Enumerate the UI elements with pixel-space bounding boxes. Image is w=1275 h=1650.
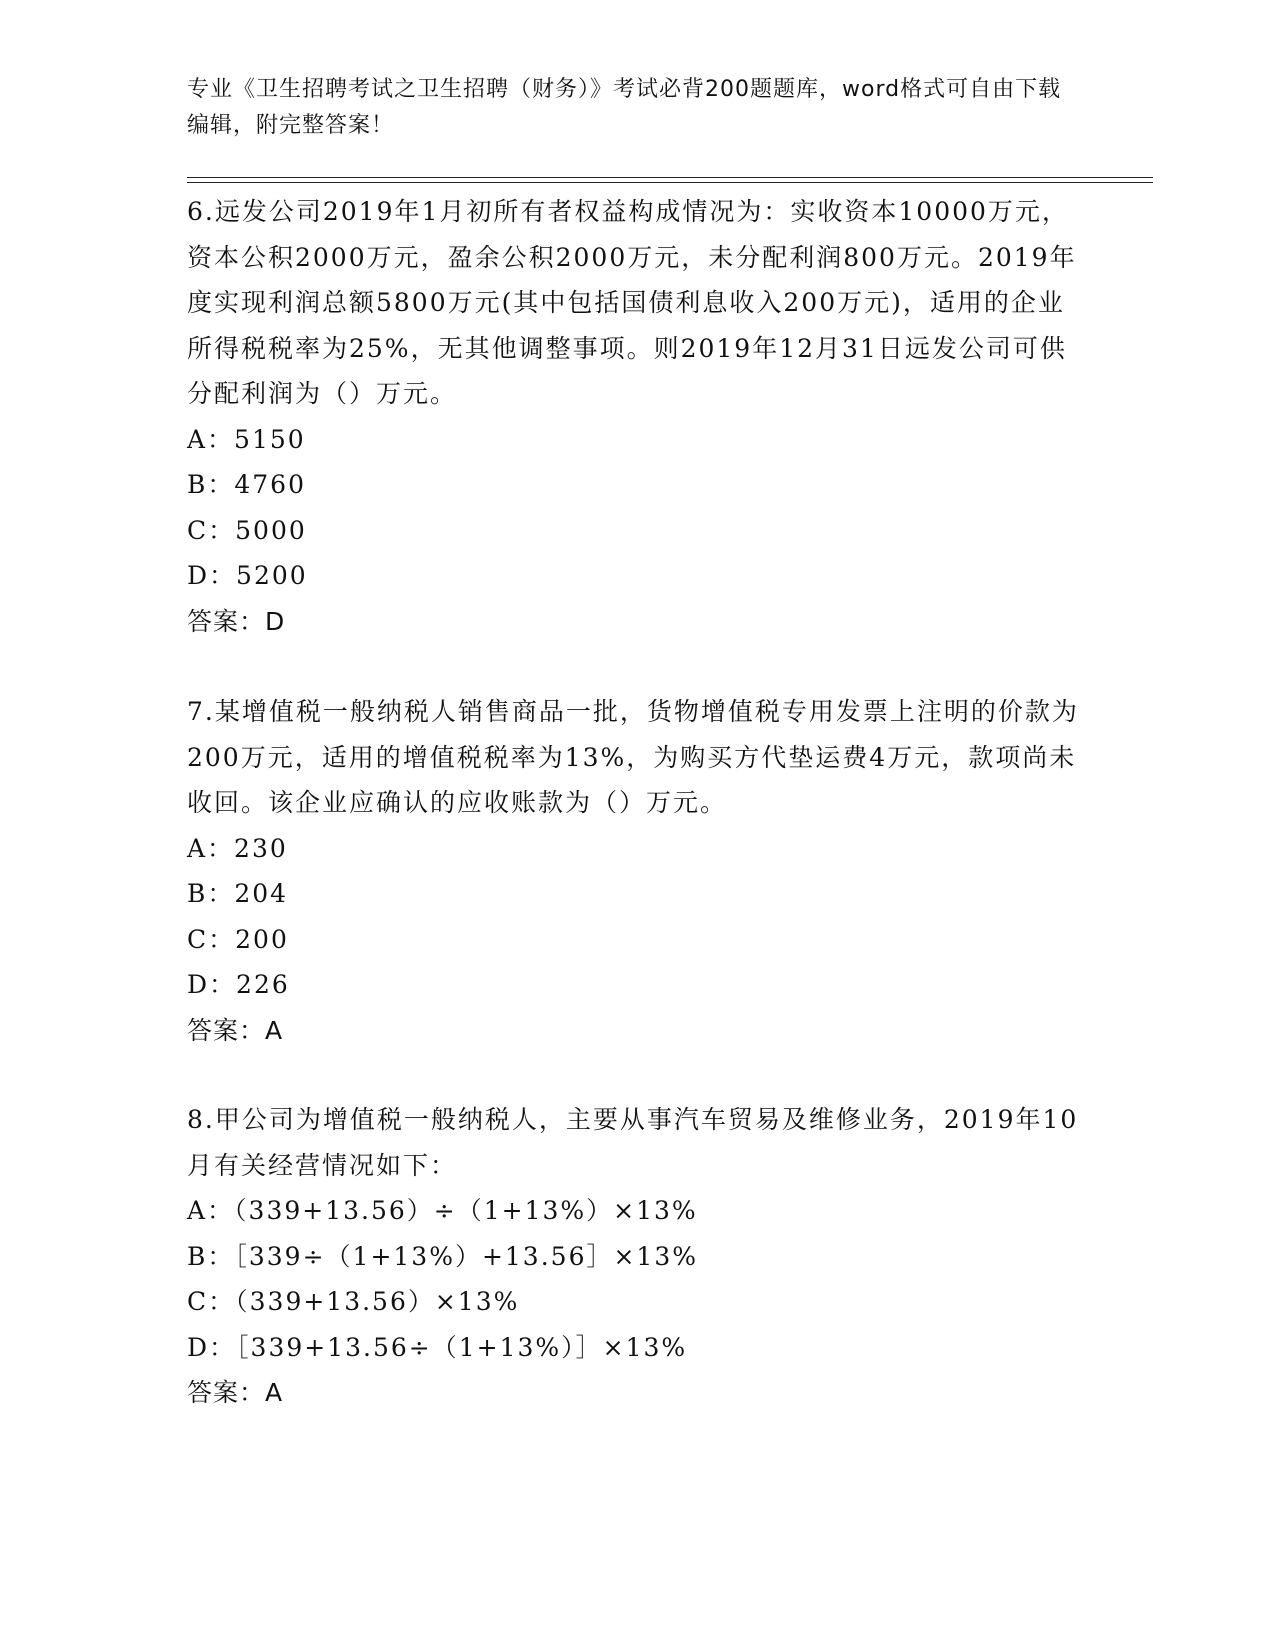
option-a: A：5150 xyxy=(187,424,306,454)
option-d: D：5200 xyxy=(187,561,308,590)
header-divider-top xyxy=(187,177,1153,178)
header-divider-bottom xyxy=(187,182,1153,183)
answer-label: 答案：A xyxy=(187,1015,284,1045)
question-stem: 7.某增值税一般纳税人销售商品一批，货物增值税专用发票上注明的价款为200万元，适用的增值税税率为13%，为购买方代垫运费4万元，款项尚未收回。该企业应确认的应收账款为（）万元。 xyxy=(187,697,1079,817)
question-7 xyxy=(187,689,1087,1053)
option-b: B：4760 xyxy=(187,470,306,499)
option-c: C：5000 xyxy=(187,515,307,545)
question-stem: 8.甲公司为增值税一般纳税人，主要从事汽车贸易及维修业务，2019年10月有关经营情况如下： xyxy=(187,1105,1079,1180)
option-b: B：［339÷（1+13%）+13.56］×13% xyxy=(187,1241,698,1271)
question-8 xyxy=(187,1097,1087,1416)
option-a: A：（339+13.56）÷（1+13%）×13% xyxy=(187,1196,698,1225)
option-d: D：226 xyxy=(187,970,290,999)
option-a: A：230 xyxy=(187,833,288,863)
answer-label: 答案：D xyxy=(187,606,286,636)
question-stem: 6.远发公司2019年1月初所有者权益构成情况为：实收资本10000万元，资本公积2000万元，盈余公积2000万元，未分配利润800万元。2019年度实现利润总额5800万元(其中包括国债利息收入200万元)，适用的企业所得税税率为25%，无其他调整事项。则2019年12月31日远发公司可供分配利润为（）万元。 xyxy=(187,197,1077,408)
option-c: C：200 xyxy=(187,924,289,954)
question-6 xyxy=(187,189,1087,644)
document-header: 专业《卫生招聘考试之卫生招聘（财务）》考试必背200题题库，word格式可自由下载编辑，附完整答案！ xyxy=(187,77,1062,138)
option-d: D：［339+13.56÷（1+13%）］×13% xyxy=(187,1332,688,1362)
option-c: C：（339+13.56）×13% xyxy=(187,1287,520,1316)
option-b: B：204 xyxy=(187,879,289,908)
answer-label: 答案：A xyxy=(187,1378,284,1407)
